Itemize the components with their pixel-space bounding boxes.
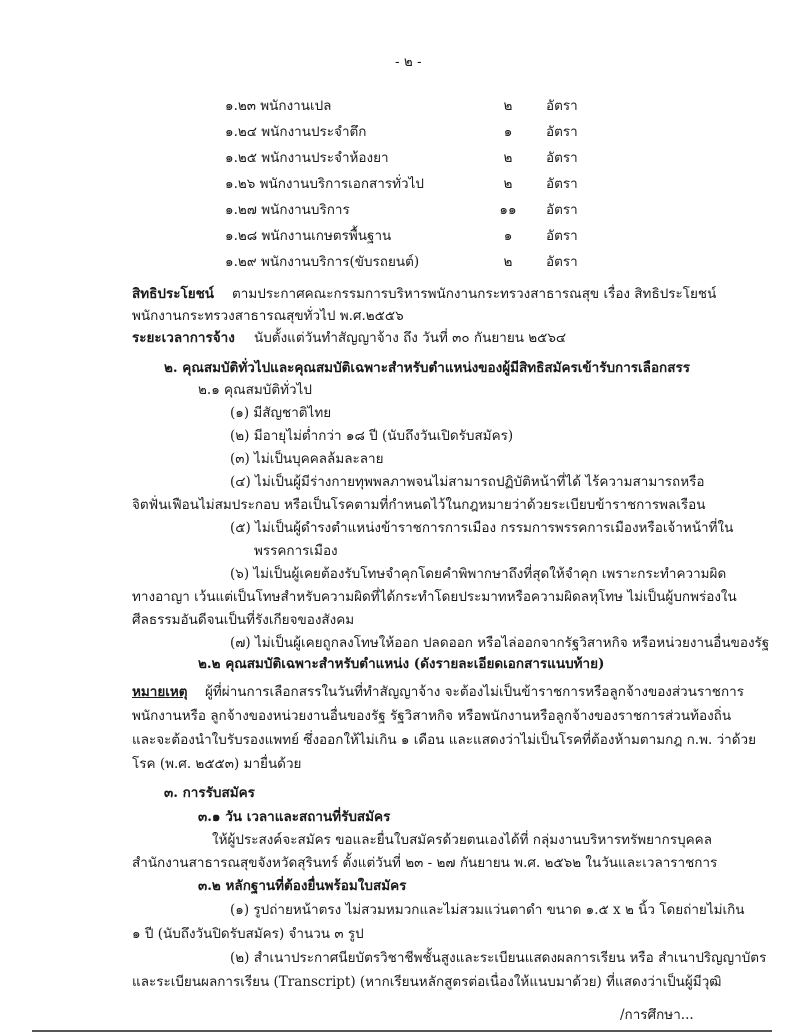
note-line: โรค (พ.ศ. ๒๕๕๓) มายื่นด้วย: [132, 756, 302, 772]
position-name: ๑.๒๖ พนักงานบริการเอกสารทั่วไป: [225, 176, 424, 192]
term-label: ระยะเวลาการจ้าง: [132, 330, 235, 346]
benefits-text: ตามประกาศคณะกรรมการบริหารพนักงานกระทรวงสาธารณสุข เรื่อง สิทธิประโยชน์: [232, 286, 717, 302]
section2-heading: ๒. คุณสมบัติทั่วไปและคุณสมบัติเฉพาะสำหรับตำแหน่งของผู้มีสิทธิสมัครเข้ารับการเลือกสรร: [164, 360, 690, 376]
page-number: - ๒ -: [395, 54, 422, 70]
qualification-item: (๓) ไม่เป็นบุคคลล้มละลาย: [230, 451, 384, 467]
position-name: ๑.๒๗ พนักงานบริการ: [225, 202, 350, 218]
benefits-text-cont: พนักงานกระทรวงสาธารณสุขทั่วไป พ.ศ.๒๕๕๖: [132, 308, 404, 324]
position-unit: อัตรา: [546, 150, 578, 166]
position-name: ๑.๒๙ พนักงานบริการ(ขับรถยนต์): [225, 254, 420, 270]
note-line: และจะต้องนำใบรับรองแพทย์ ซึ่งออกให้ไม่เกิน ๑ เดือน และแสดงว่าไม่เป็นโรคที่ต้องห้ามตามกฎ ก.พ. ว่าด้วย: [132, 732, 756, 748]
qualification-item: (๗) ไม่เป็นผู้เคยถูกลงโทษให้ออก ปลดออก หรือไล่ออกจากรัฐวิสาหกิจ หรือหน่วยงานอื่นของรัฐ: [230, 635, 770, 651]
bottom-rule: [32, 1030, 772, 1032]
position-name: ๑.๒๓ พนักงานเปล: [225, 98, 332, 114]
qualification-item: (๑) มีสัญชาติไทย: [230, 405, 332, 421]
qualification-item-cont: จิตฟั่นเฟือนไม่สมประกอบ หรือเป็นโรคตามที่กำหนดไว้ในกฎหมายว่าด้วยระเบียบข้าราชการพลเรือน: [132, 497, 706, 513]
position-unit: อัตรา: [546, 202, 578, 218]
position-qty: ๒: [503, 150, 513, 166]
position-row: [0, 198, 800, 218]
note-line: ผู้ที่ผ่านการเลือกสรรในวันที่ทำสัญญาจ้าง จะต้องไม่เป็นข้าราชการหรือลูกจ้างของส่วนราชการ: [205, 684, 744, 700]
qualification-item-cont: ทางอาญา เว้นแต่เป็นโทษสำหรับความผิดที่ได้กระทำโดยประมาทหรือความผิดลหุโทษ ไม่เป็นผู้บกพร่องใน: [132, 589, 737, 605]
term-text: นับตั้งแต่วันทำสัญญาจ้าง ถึง วันที่ ๓๐ กันยายน ๒๕๖๔: [254, 330, 567, 346]
position-name: ๑.๒๘ พนักงานเกษตรพื้นฐาน: [225, 228, 392, 244]
position-row: [0, 120, 800, 140]
position-row: [0, 224, 800, 244]
position-qty: ๒: [503, 176, 513, 192]
position-name: ๑.๒๕ พนักงานประจำห้องยา: [225, 150, 389, 166]
position-row: [0, 146, 800, 166]
section3-sub2-line: (๒) สำเนาประกาศนียบัตรวิชาชีพชั้นสูงและระเบียนแสดงผลการเรียน หรือ สำเนาปริญญาบัตร: [230, 950, 767, 966]
section3-heading: ๓. การรับสมัคร: [164, 785, 255, 801]
position-qty: ๒: [503, 98, 513, 114]
section3-sub2-line: ๑ ปี (นับถึงวันปิดรับสมัคร) จำนวน ๓ รูป: [132, 926, 364, 942]
qualification-item: (๔) ไม่เป็นผู้มีร่างกายทุพพลภาพจนไม่สามารถปฏิบัติหน้าที่ได้ ไร้ความสามารถหรือ: [230, 474, 705, 490]
section2-sub2: ๒.๒ คุณสมบัติเฉพาะสำหรับตำแหน่ง (ดังรายละเอียดเอกสารแนบท้าย): [198, 656, 605, 672]
position-unit: อัตรา: [546, 124, 578, 140]
qualification-item-cont: พรรคการเมือง: [254, 543, 338, 559]
position-qty: ๑๑: [499, 202, 517, 218]
section3-sub2: ๓.๒ หลักฐานที่ต้องยื่นพร้อมใบสมัคร: [198, 878, 407, 894]
position-row: [0, 172, 800, 192]
section3-sub2-line: และระเบียนผลการเรียน (Transcript) (หากเรียนหลักสูตรต่อเนื่องให้แนบมาด้วย) ที่แสดงว่าเป็นผู้มีวุฒิ: [132, 974, 722, 990]
section3-sub2-line: (๑) รูปถ่ายหน้าตรง ไม่สวมหมวกและไม่สวมแว่นตาดำ ขนาด ๑.๕ x ๒ นิ้ว โดยถ่ายไม่เกิน: [230, 902, 745, 918]
qualification-item: (๖) ไม่เป็นผู้เคยต้องรับโทษจำคุกโดยคำพิพากษาถึงที่สุดให้จำคุก เพราะกระทำความผิด: [230, 566, 727, 582]
section3-sub1: ๓.๑ วัน เวลาและสถานที่รับสมัคร: [198, 809, 391, 825]
position-row: [0, 250, 800, 270]
position-unit: อัตรา: [546, 176, 578, 192]
position-qty: ๑: [503, 228, 513, 244]
qualification-item: (๒) มีอายุไม่ต่ำกว่า ๑๘ ปี (นับถึงวันเปิดรับสมัคร): [230, 428, 514, 444]
section3-sub1-line: ให้ผู้ประสงค์จะสมัคร ขอและยื่นใบสมัครด้วยตนเองได้ที่ กลุ่มงานบริหารทรัพยากรบุคคล: [212, 832, 712, 848]
position-unit: อัตรา: [546, 254, 578, 270]
position-qty: ๑: [503, 124, 513, 140]
position-unit: อัตรา: [546, 228, 578, 244]
note-label: หมายเหตุ: [132, 684, 188, 700]
position-unit: อัตรา: [546, 98, 578, 114]
qualification-item-cont: ศีลธรรมอันดีจนเป็นที่รังเกียจของสังคม: [132, 612, 355, 628]
qualification-item: (๕) ไม่เป็นผู้ดำรงตำแหน่งข้าราชการการเมือง กรรมการพรรคการเมืองหรือเจ้าหน้าที่ใน: [230, 520, 734, 536]
section3-sub1-line: สำนักงานสาธารณสุขจังหวัดสุรินทร์ ตั้งแต่วันที่ ๒๓ - ๒๗ กันยายน พ.ศ. ๒๕๖๒ ในวันและเวลาราชการ: [132, 855, 718, 871]
position-qty: ๒: [503, 254, 513, 270]
position-name: ๑.๒๔ พนักงานประจำตึก: [225, 124, 367, 140]
benefits-label: สิทธิประโยชน์: [132, 286, 215, 302]
note-line: พนักงานหรือ ลูกจ้างของหน่วยงานอื่นของรัฐ รัฐวิสาหกิจ หรือพนักงานหรือลูกจ้างของราชการส่วนท้องถิ่น: [132, 708, 732, 724]
continuation-marker: /การศึกษา...: [620, 1007, 694, 1023]
position-row: [0, 94, 800, 114]
section2-sub1: ๒.๑ คุณสมบัติทั่วไป: [198, 382, 312, 398]
